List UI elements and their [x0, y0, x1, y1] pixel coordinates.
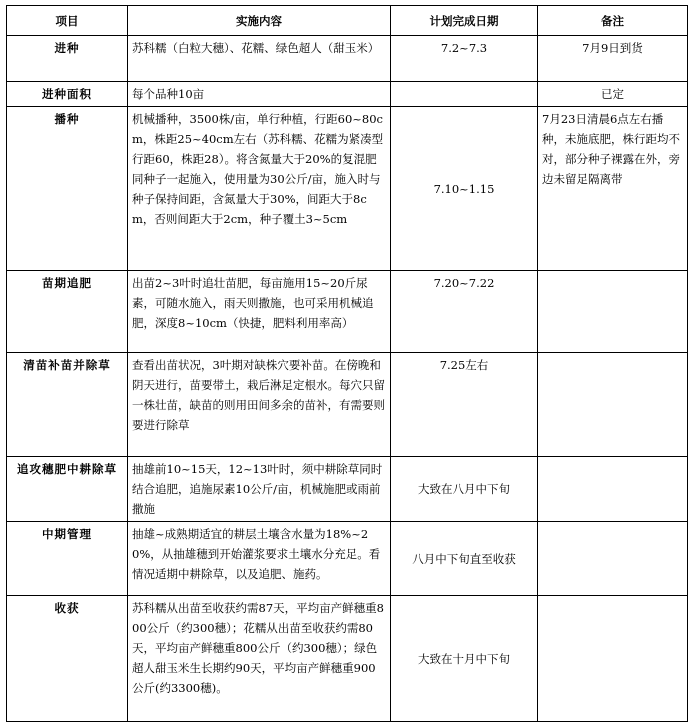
table-row	[7, 522, 688, 596]
row-item: 清苗补苗并除草	[7, 353, 128, 457]
row-note	[538, 353, 688, 457]
row-date	[391, 82, 538, 107]
row-note: 已定	[538, 82, 688, 107]
row-content: 出苗2~3叶时追壮苗肥，每亩施用15~20斤尿素，可随水施入，雨天则撒施，也可采用机械追肥，深度8~10cm（快捷，肥料利用率高）	[128, 271, 391, 353]
row-item: 播种	[7, 107, 128, 271]
header-content: 实施内容	[128, 6, 391, 36]
header-date: 计划完成日期	[391, 6, 538, 36]
row-item: 收获	[7, 596, 128, 722]
header-row	[7, 6, 688, 36]
header-note: 备注	[538, 6, 688, 36]
row-item: 进种面积	[7, 82, 128, 107]
row-item: 追攻穗肥中耕除草	[7, 457, 128, 522]
row-note	[538, 271, 688, 353]
row-note	[538, 457, 688, 522]
row-date: 大致在八月中下旬	[391, 457, 538, 522]
row-note: 7月23日清晨6点左右播种，未施底肥，株行距均不对，部分种子裸露在外，旁边未留足隔离带	[538, 107, 688, 271]
header-item: 项目	[7, 6, 128, 36]
row-content: 查看出苗状况，3叶期对缺株穴要补苗。在傍晚和阴天进行，苗要带土，栽后淋足定根水。每穴只留一株壮苗，缺苗的则用田间多余的苗补，有需要则要进行除草	[128, 353, 391, 457]
row-date: 大致在十月中下旬	[391, 596, 538, 722]
row-date: 7.10~1.15	[391, 107, 538, 271]
table-row	[7, 36, 688, 82]
table-row	[7, 82, 688, 107]
row-date: 7.2~7.3	[391, 36, 538, 82]
row-date: 7.25左右	[391, 353, 538, 457]
table-row	[7, 596, 688, 722]
row-note: 7月9日到货	[538, 36, 688, 82]
row-item: 苗期追肥	[7, 271, 128, 353]
row-content: 每个品种10亩	[128, 82, 391, 107]
row-content: 抽雄~成熟期适宜的耕层土壤含水量为18%~20%，从抽雄穗到开始灌浆要求土壤水分充足。看情况适期中耕除草，以及追肥、施药。	[128, 522, 391, 596]
row-content: 苏科糯从出苗至收获约需87天，平均亩产鲜穗重800公斤（约300穗）；花糯从出苗至收获约需80天，平均亩产鲜穗重800公斤（约300穗）；绿色超人甜玉米生长期约90天，平均亩产鲜穗重900公斤(约3300穗)。	[128, 596, 391, 722]
row-date: 八月中下旬直至收获	[391, 522, 538, 596]
planting-plan-table	[6, 5, 688, 722]
table-row	[7, 271, 688, 353]
row-item: 进种	[7, 36, 128, 82]
row-content: 抽雄前10~15天，12~13叶时，须中耕除草同时结合追肥，追施尿素10公斤/亩，机械施肥或雨前撒施	[128, 457, 391, 522]
row-note	[538, 522, 688, 596]
row-content: 机械播种，3500株/亩，单行种植，行距60~80cm，株距25~40cm左右（苏科糯、花糯为紧凑型行距60，株距28）。将含氮量大于20%的复混肥同种子一起施入，使用量为30公斤/亩，施入时与种子保持间距，含氮量大于30%，间距大于8cm，否则间距大于2cm，种子覆土3~5cm	[128, 107, 391, 271]
row-item: 中期管理	[7, 522, 128, 596]
table-row	[7, 353, 688, 457]
row-content: 苏科糯（白粒大穗）、花糯、绿色超人（甜玉米）	[128, 36, 391, 82]
table-row	[7, 457, 688, 522]
row-note	[538, 596, 688, 722]
table-row	[7, 107, 688, 271]
row-date: 7.20~7.22	[391, 271, 538, 353]
